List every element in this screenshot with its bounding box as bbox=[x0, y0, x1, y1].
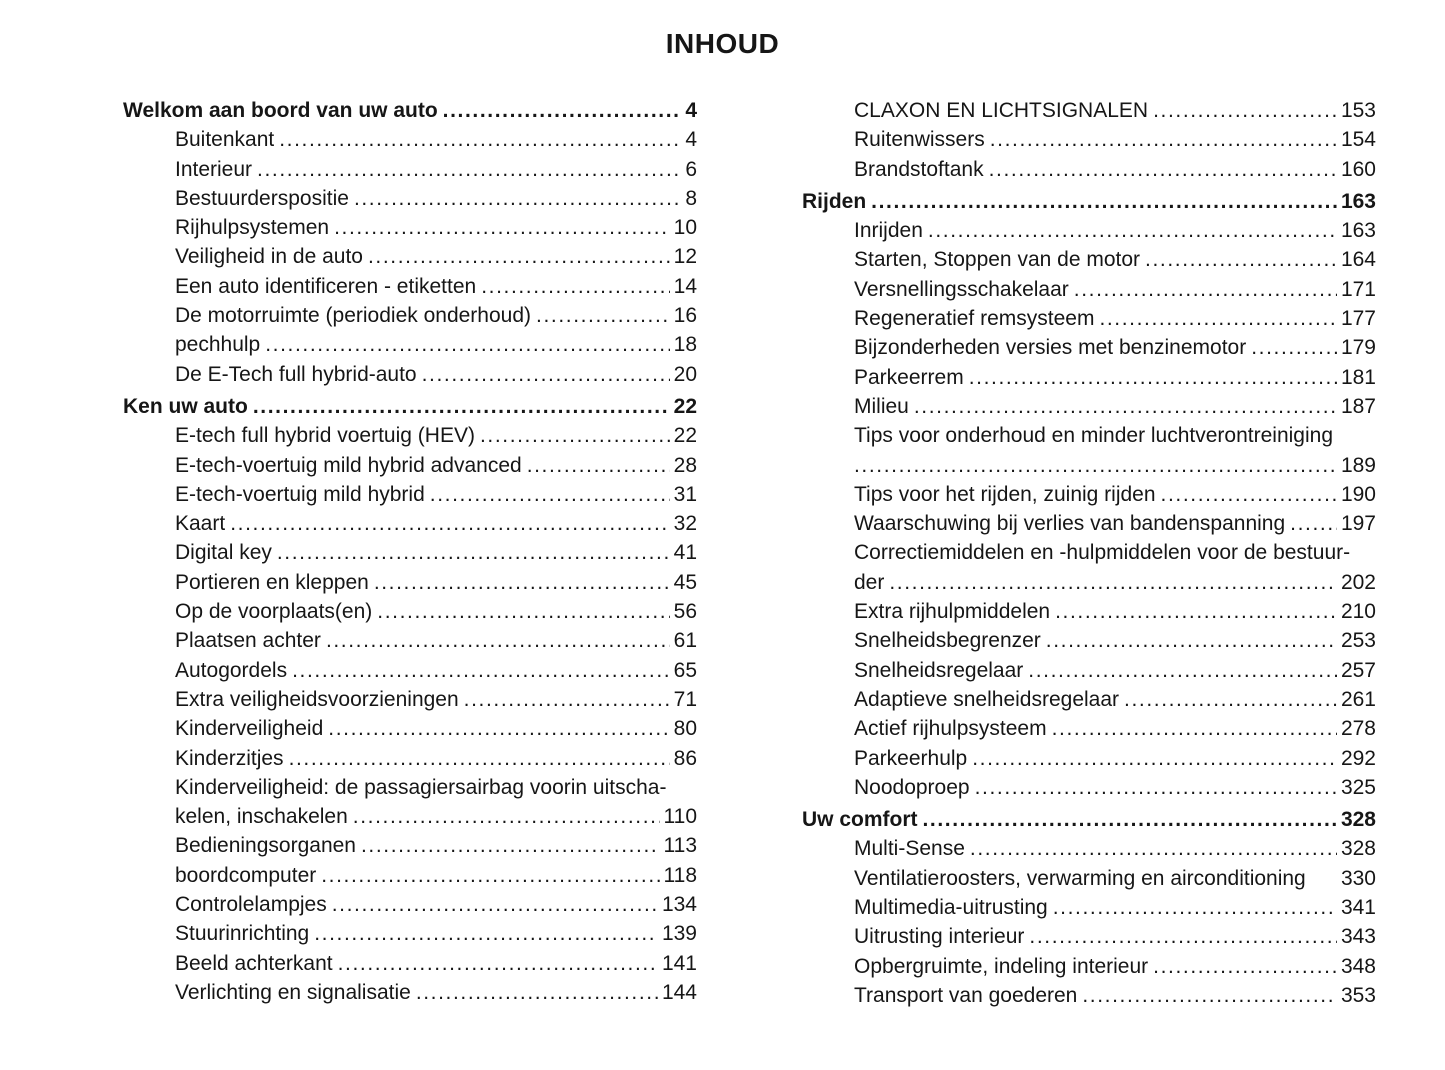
toc-entry[interactable] bbox=[123, 747, 697, 776]
dot-leader bbox=[326, 629, 670, 653]
toc-entry-label: CLAXON EN LICHTSIGNALEN bbox=[854, 99, 1149, 122]
toc-section-entry[interactable] bbox=[123, 395, 697, 424]
toc-entry-label: Plaatsen achter bbox=[175, 629, 321, 653]
toc-page-number: 187 bbox=[1340, 394, 1376, 418]
toc-entry[interactable] bbox=[802, 219, 1376, 248]
toc-entry-label: Ruitenwissers bbox=[854, 128, 985, 152]
toc-section-entry[interactable] bbox=[802, 190, 1376, 219]
toc-page-number: 118 bbox=[663, 863, 697, 887]
toc-entry[interactable] bbox=[123, 893, 697, 922]
toc-entry-label: Stuurinrichting bbox=[175, 922, 310, 946]
toc-entry[interactable] bbox=[802, 336, 1376, 365]
toc-entry[interactable] bbox=[802, 512, 1376, 541]
dot-leader bbox=[1161, 483, 1337, 507]
toc-entry-label: Tips voor het rijden, zuinig rijden bbox=[854, 482, 1156, 506]
dot-leader bbox=[265, 333, 669, 357]
toc-page-number: 343 bbox=[1340, 925, 1376, 949]
toc-entry-label: Tips voor onderhoud en minder luchtverontreiniging bbox=[854, 424, 1334, 448]
toc-entry[interactable] bbox=[802, 99, 1376, 128]
dot-leader bbox=[368, 245, 670, 269]
dot-leader bbox=[314, 922, 658, 946]
toc-entry[interactable] bbox=[123, 187, 697, 216]
toc-entry-label: Waarschuwing bij verlies van bandenspanning bbox=[854, 512, 1286, 536]
dot-leader bbox=[990, 128, 1337, 152]
toc-entry[interactable] bbox=[123, 600, 697, 629]
dot-leader bbox=[975, 776, 1337, 800]
toc-entry[interactable] bbox=[802, 925, 1376, 954]
dot-leader bbox=[536, 304, 670, 328]
dot-leader bbox=[257, 158, 681, 182]
toc-page-number: 14 bbox=[673, 274, 697, 298]
toc-entry[interactable] bbox=[802, 896, 1376, 925]
toc-page-number: 61 bbox=[673, 629, 697, 653]
toc-page-number: 164 bbox=[1340, 248, 1376, 272]
dot-leader bbox=[480, 424, 670, 448]
toc-page-number: 12 bbox=[673, 245, 697, 269]
toc-column-left bbox=[123, 99, 697, 1013]
toc-entry-label: De motorruimte (periodiek onderhoud) bbox=[175, 304, 532, 328]
toc-entry[interactable] bbox=[123, 629, 697, 658]
toc-entry-label: Ventilatieroosters, verwarming en airconditioning bbox=[854, 866, 1306, 890]
toc-entry-label: E-tech-voertuig mild hybrid advanced bbox=[175, 453, 522, 477]
dot-leader bbox=[374, 571, 670, 595]
toc-page-number: 32 bbox=[673, 512, 697, 536]
toc-entry[interactable] bbox=[123, 333, 697, 362]
toc-page-number: 257 bbox=[1340, 658, 1376, 682]
toc-page-number: 341 bbox=[1340, 896, 1376, 920]
toc-entry[interactable] bbox=[802, 837, 1376, 866]
toc-entry[interactable] bbox=[123, 717, 697, 746]
toc-entry[interactable] bbox=[802, 307, 1376, 336]
toc-page-number: 22 bbox=[673, 424, 697, 448]
toc-entry-label: Multi-Sense bbox=[854, 837, 965, 861]
toc-entry[interactable] bbox=[802, 867, 1376, 896]
toc-entry-label: Versnellingsschakelaar bbox=[854, 277, 1069, 301]
toc-entry-label: Brandstoftank bbox=[854, 157, 984, 181]
toc-entry-label: Veiligheid in de auto bbox=[175, 245, 363, 269]
toc-page-number: 278 bbox=[1340, 717, 1376, 741]
toc-entry-label: Beeld achterkant bbox=[175, 951, 333, 975]
toc-page-number: 325 bbox=[1340, 775, 1376, 799]
toc-entry[interactable] bbox=[123, 981, 697, 1010]
dot-leader bbox=[1052, 717, 1337, 741]
toc-entry-label: Multimedia-uitrusting bbox=[854, 896, 1048, 920]
toc-page-number: 160 bbox=[1340, 157, 1376, 181]
dot-leader bbox=[1046, 629, 1337, 653]
toc-entry-label: pechhulp bbox=[175, 333, 261, 357]
dot-leader bbox=[871, 190, 1337, 214]
dot-leader bbox=[923, 808, 1337, 832]
toc-entry[interactable] bbox=[123, 304, 697, 333]
toc-entry-label: Rijden bbox=[802, 189, 867, 213]
toc-entry-label: Kinderveiligheid: de passagiersairbag voorin uitscha- bbox=[175, 775, 667, 799]
dot-leader bbox=[292, 659, 670, 683]
toc-section-entry[interactable] bbox=[802, 808, 1376, 837]
toc-page-number: 210 bbox=[1340, 600, 1376, 624]
toc-page-number: 80 bbox=[673, 717, 697, 741]
toc-page-number: 153 bbox=[1340, 99, 1376, 122]
toc-entry[interactable] bbox=[802, 128, 1376, 157]
toc-entry-label: Kinderveiligheid bbox=[175, 717, 324, 741]
toc-entry-label: Inrijden bbox=[854, 219, 923, 243]
toc-page-number: 71 bbox=[673, 687, 697, 711]
dot-leader bbox=[277, 541, 670, 565]
toc-entry-label: Buitenkant bbox=[175, 128, 275, 152]
toc-entry[interactable] bbox=[123, 128, 697, 157]
toc-page-number: 177 bbox=[1340, 307, 1376, 331]
toc-page-number: 330 bbox=[1340, 866, 1376, 890]
toc-entry[interactable] bbox=[123, 541, 697, 570]
dot-leader bbox=[970, 837, 1337, 861]
toc-entry[interactable] bbox=[123, 952, 697, 981]
toc-entry[interactable] bbox=[802, 483, 1376, 512]
toc-entry-label: Noodoproep bbox=[854, 775, 970, 799]
dot-leader bbox=[230, 512, 669, 536]
toc-page-number: 179 bbox=[1340, 336, 1376, 360]
toc-page-number: 181 bbox=[1340, 365, 1376, 389]
dot-leader bbox=[1053, 896, 1337, 920]
toc-entry-label: Bijzonderheden versies met benzinemotor bbox=[854, 336, 1247, 360]
dot-leader bbox=[854, 454, 1337, 478]
toc-entry-label: Welkom aan boord van uw auto bbox=[123, 99, 438, 122]
toc-section-entry[interactable] bbox=[123, 99, 697, 128]
toc-entry-label: Correctiemiddelen en -hulpmiddelen voor de bestuur- bbox=[854, 541, 1351, 565]
toc-entry[interactable] bbox=[802, 984, 1376, 1013]
toc-entry[interactable] bbox=[123, 688, 697, 717]
toc-page-number: 113 bbox=[663, 834, 697, 858]
toc-entry-label: Bestuurderspositie bbox=[175, 186, 349, 210]
dot-leader bbox=[972, 747, 1337, 771]
toc-page-number: 348 bbox=[1340, 954, 1376, 978]
toc-page-number: 189 bbox=[1340, 453, 1376, 477]
toc-entry[interactable] bbox=[123, 454, 697, 483]
toc-entry[interactable] bbox=[123, 659, 697, 688]
toc-page-number: 190 bbox=[1340, 482, 1376, 506]
toc-entry[interactable] bbox=[802, 776, 1376, 805]
toc-entry-label: Uitrusting interieur bbox=[854, 925, 1025, 949]
toc-entry-label: Controlelampjes bbox=[175, 893, 327, 917]
toc-page-number: 16 bbox=[673, 304, 697, 328]
dot-leader bbox=[1028, 659, 1337, 683]
toc-entry-label: Ken uw auto bbox=[123, 394, 248, 418]
toc-entry[interactable] bbox=[123, 275, 697, 304]
toc-entry[interactable] bbox=[123, 245, 697, 274]
toc-page-number: 31 bbox=[673, 482, 697, 506]
toc-entry[interactable] bbox=[802, 395, 1376, 424]
toc-entry[interactable] bbox=[802, 955, 1376, 984]
dot-leader bbox=[889, 571, 1337, 595]
dot-leader bbox=[328, 717, 669, 741]
toc-entry-label-continued: kelen, inschakelen bbox=[175, 805, 348, 829]
toc-entry[interactable] bbox=[123, 512, 697, 541]
toc-page-number: 65 bbox=[673, 658, 697, 682]
dot-leader bbox=[1074, 278, 1337, 302]
toc-entry[interactable] bbox=[123, 216, 697, 245]
dot-leader bbox=[1029, 925, 1337, 949]
toc-page-number: 41 bbox=[673, 541, 697, 565]
toc-page-number: 328 bbox=[1340, 808, 1376, 832]
toc-entry[interactable] bbox=[123, 864, 697, 893]
toc-entry[interactable] bbox=[123, 363, 697, 392]
toc-page-number: 141 bbox=[661, 951, 697, 975]
toc-page-number: 20 bbox=[673, 362, 697, 386]
toc-page-number: 353 bbox=[1340, 983, 1376, 1007]
toc-entry[interactable] bbox=[802, 424, 1376, 483]
toc-page-number: 86 bbox=[673, 746, 697, 770]
dot-leader bbox=[527, 454, 670, 478]
dot-leader bbox=[430, 483, 670, 507]
toc-entry[interactable] bbox=[802, 629, 1376, 658]
toc-entry-label: Bedieningsorganen bbox=[175, 834, 356, 858]
toc-entry-label: Digital key bbox=[175, 541, 272, 565]
dot-leader bbox=[1082, 984, 1337, 1008]
toc-page-number: 292 bbox=[1340, 746, 1376, 770]
toc-page-number: 328 bbox=[1340, 837, 1376, 861]
toc-entry-label: De E-Tech full hybrid-auto bbox=[175, 362, 417, 386]
toc-page-number: 4 bbox=[685, 99, 697, 122]
toc-entry-label-continued: der bbox=[854, 570, 885, 594]
toc-page-number: 10 bbox=[673, 216, 697, 240]
dot-leader bbox=[422, 363, 670, 387]
toc-page-number: 144 bbox=[661, 980, 697, 1004]
toc-entry-label: Parkeerhulp bbox=[854, 746, 968, 770]
toc-entry-label: Regeneratief remsysteem bbox=[854, 307, 1095, 331]
toc-page-number: 110 bbox=[663, 805, 697, 829]
toc-entry-label: Transport van goederen bbox=[854, 983, 1078, 1007]
toc-page-number: 139 bbox=[661, 922, 697, 946]
toc-page-number: 163 bbox=[1340, 189, 1376, 213]
toc-entry[interactable] bbox=[123, 571, 697, 600]
dot-leader bbox=[1145, 248, 1337, 272]
toc-entry-label: Op de voorplaats(en) bbox=[175, 600, 373, 624]
toc-entry[interactable] bbox=[123, 922, 697, 951]
dot-leader bbox=[279, 128, 681, 152]
toc-page-number: 134 bbox=[661, 893, 697, 917]
toc-entry-label: Starten, Stoppen van de motor bbox=[854, 248, 1141, 272]
toc-entry[interactable] bbox=[123, 424, 697, 453]
toc-column-right bbox=[802, 99, 1376, 1013]
dot-leader bbox=[443, 99, 682, 123]
toc-entry-label: Parkeerrem bbox=[854, 365, 964, 389]
dot-leader bbox=[354, 187, 681, 211]
toc-entry-label: Extra rijhulpmiddelen bbox=[854, 600, 1051, 624]
dot-leader bbox=[481, 275, 669, 299]
dot-leader bbox=[321, 864, 659, 888]
toc-entry[interactable] bbox=[802, 600, 1376, 629]
toc-entry-label: Rijhulpsystemen bbox=[175, 216, 330, 240]
toc-entry-label: Extra veiligheidsvoorzieningen bbox=[175, 687, 459, 711]
toc-page-number: 22 bbox=[673, 394, 697, 418]
toc-columns bbox=[123, 99, 1376, 1013]
toc-entry-label: Milieu bbox=[854, 394, 909, 418]
toc-page-number: 154 bbox=[1340, 128, 1376, 152]
dot-leader bbox=[253, 395, 670, 419]
dot-leader bbox=[969, 366, 1337, 390]
dot-leader bbox=[361, 834, 660, 858]
toc-entry[interactable] bbox=[802, 541, 1376, 600]
toc-entry[interactable] bbox=[123, 158, 697, 187]
dot-leader bbox=[416, 981, 658, 1005]
toc-page-number: 56 bbox=[673, 600, 697, 624]
toc-entry[interactable] bbox=[802, 659, 1376, 688]
toc-entry-label: Opbergruimte, indeling interieur bbox=[854, 954, 1149, 978]
toc-page-number: 202 bbox=[1340, 570, 1376, 594]
dot-leader bbox=[1153, 99, 1337, 123]
dot-leader bbox=[1153, 955, 1337, 979]
toc-entry-label: Interieur bbox=[175, 157, 253, 181]
toc-page-number: 4 bbox=[685, 128, 697, 152]
toc-entry-label: Kaart bbox=[175, 512, 226, 536]
toc-entry-label: Portieren en kleppen bbox=[175, 570, 369, 594]
toc-page-number: 197 bbox=[1340, 512, 1376, 536]
dot-leader bbox=[289, 747, 670, 771]
toc-page-number: 253 bbox=[1340, 629, 1376, 653]
toc-page-number: 45 bbox=[673, 570, 697, 594]
toc-page-number: 163 bbox=[1340, 219, 1376, 243]
toc-page-number: 18 bbox=[673, 333, 697, 357]
toc-entry-label: Uw comfort bbox=[802, 808, 918, 832]
toc-entry-label: Een auto identificeren - etiketten bbox=[175, 274, 477, 298]
toc-entry-label: Kinderzitjes bbox=[175, 746, 284, 770]
toc-entry[interactable] bbox=[802, 688, 1376, 717]
dot-leader bbox=[332, 893, 658, 917]
dot-leader bbox=[464, 688, 670, 712]
toc-entry[interactable] bbox=[802, 747, 1376, 776]
dot-leader bbox=[1290, 512, 1337, 536]
dot-leader bbox=[1124, 688, 1337, 712]
toc-entry[interactable] bbox=[802, 248, 1376, 277]
dot-leader bbox=[914, 395, 1337, 419]
dot-leader bbox=[338, 952, 658, 976]
toc-entry[interactable] bbox=[123, 776, 697, 835]
toc-entry[interactable] bbox=[802, 158, 1376, 187]
toc-entry[interactable] bbox=[802, 366, 1376, 395]
toc-page-number: 6 bbox=[685, 157, 697, 181]
toc-entry-label: boordcomputer bbox=[175, 863, 317, 887]
toc-entry-label: Verlichting en signalisatie bbox=[175, 980, 411, 1004]
toc-page-number: 28 bbox=[673, 453, 697, 477]
dot-leader bbox=[1055, 600, 1337, 624]
dot-leader bbox=[989, 158, 1337, 182]
toc-entry[interactable] bbox=[802, 717, 1376, 746]
dot-leader bbox=[1099, 307, 1337, 331]
toc-page-number: 8 bbox=[685, 186, 697, 210]
toc-entry-label: Adaptieve snelheidsregelaar bbox=[854, 687, 1120, 711]
toc-entry-label: Snelheidsbegrenzer bbox=[854, 629, 1041, 653]
dot-leader bbox=[928, 219, 1337, 243]
dot-leader bbox=[1251, 336, 1337, 360]
toc-entry-label: Autogordels bbox=[175, 658, 288, 682]
page-title: INHOUD bbox=[665, 28, 780, 59]
toc-entry-label: Actief rijhulpsysteem bbox=[854, 717, 1047, 741]
toc-entry[interactable] bbox=[123, 834, 697, 863]
toc-entry-label: E-tech-voertuig mild hybrid bbox=[175, 482, 425, 506]
toc-entry[interactable] bbox=[802, 278, 1376, 307]
toc-page-number: 261 bbox=[1340, 687, 1376, 711]
dot-leader bbox=[377, 600, 669, 624]
dot-leader bbox=[353, 805, 660, 829]
toc-entry-label: E-tech full hybrid voertuig (HEV) bbox=[175, 424, 475, 448]
toc-entry[interactable] bbox=[123, 483, 697, 512]
toc-page-number: 171 bbox=[1340, 277, 1376, 301]
toc-entry-label: Snelheidsregelaar bbox=[854, 658, 1024, 682]
dot-leader bbox=[334, 216, 670, 240]
